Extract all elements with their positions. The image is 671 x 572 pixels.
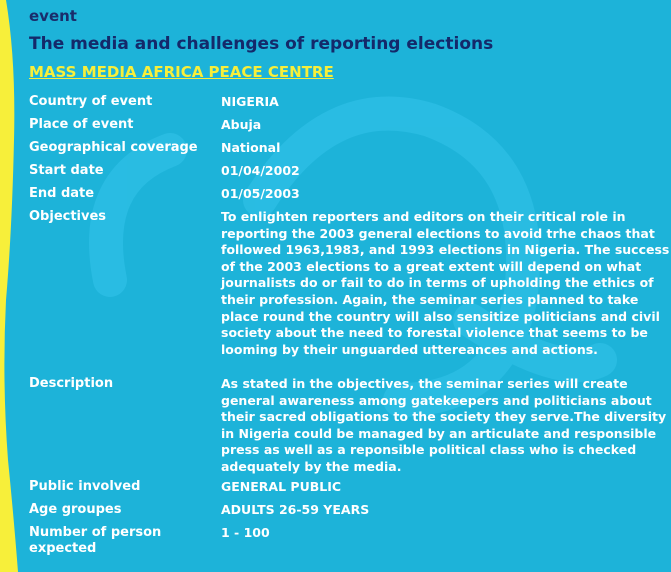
field-label: Age groupes [29,502,122,517]
field-label: Objectives [29,209,107,224]
field-value: To enlighten reporters and editors on their critical role in reporting the 2003 general elections to avoid trhe chaos that followed 1963,1983, and 1993 elections in Nigeria. The success of the 2003 elections to a great extent will depend on what journalists do or fail to do in terms of upholding the ethics of their profession. Again, the seminar series planned to take place round the country will also sensitize politicians and civil society about the need to forestal violence that seems to be looming by their unguarded uttereances and actions. [221,209,670,357]
field-label: Place of event [29,117,134,132]
field-label: Geographical coverage [29,140,198,155]
field-value: 01/04/2002 [221,163,300,178]
field-value: GENERAL PUBLIC [221,479,342,494]
organization-link[interactable]: MASS MEDIA AFRICA PEACE CENTRE [29,63,334,81]
record-type-label: event [29,7,77,25]
field-value: As stated in the objectives, the seminar series will create general awareness among gatekeepers and politicians about their sacred obligations to the society they serve.The diversity in Nigeria could be managed by an articulate and responsible press as well as a reponsible political class who is checked adequately by the media. [221,376,667,474]
page-title: The media and challenges of reporting elections [29,34,494,54]
field-label: Start date [29,163,104,178]
field-value: Abuja [221,117,262,132]
field-label: End date [29,186,95,201]
field-value: 1 - 100 [221,525,270,540]
field-label: Country of event [29,94,153,109]
field-value: 01/05/2003 [221,186,300,201]
field-label: Description [29,376,114,391]
field-value: NIGERIA [221,94,279,109]
field-value: ADULTS 26-59 YEARS [221,502,370,517]
field-value: National [221,140,281,155]
field-label: Public involved [29,479,141,494]
field-label: Number of person expected [29,525,162,556]
